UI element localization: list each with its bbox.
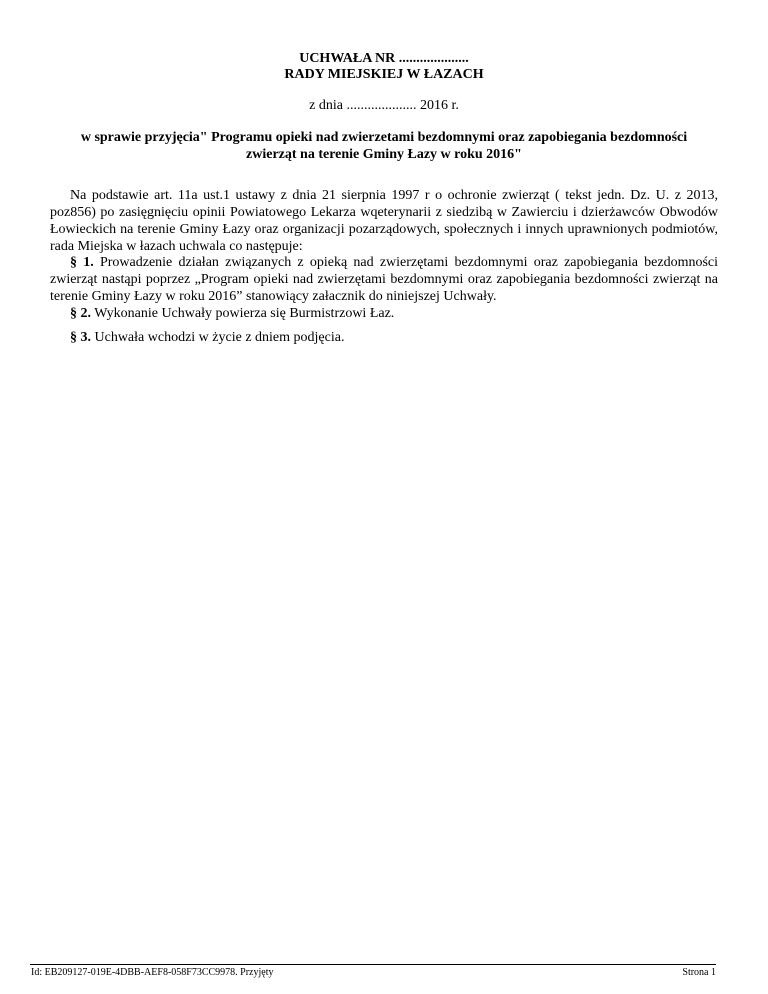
paragraph-3 [50, 329, 718, 346]
paragraph-1 [50, 254, 718, 305]
paragraph-3-text: Uchwała wchodzi w życie z dniem podjęcia. [91, 330, 345, 345]
paragraph-2-label: § 2. [70, 306, 91, 321]
resolution-date: z dnia .................... 2016 r. [309, 98, 459, 113]
footer-divider [30, 964, 716, 965]
resolution-subject: w sprawie przyjęcia" Programu opieki nad zwierzetami bezdomnymi oraz zapobiegania bezdomności zwierząt na terenie Gminy Łazy w roku 2016" [80, 130, 688, 162]
paragraph-2 [50, 305, 718, 322]
legal-basis-preamble: Na podstawie art. 11a ust.1 ustawy z dnia 21 sierpnia 1997 r o ochronie zwierząt ( tekst jedn. Dz. U. z 2013, poz856) po zasięgnięciu opinii Powiatowego Lekarza wqeterynarii z siedzibą w Zawierciu i dzierżawców Obwodów Łowieckich na terenie Gminy Łazy oraz organizacji pozarządowych, społecznych i innych uprawnionych podmiotów, rada Miejska w łazach uchwala co następuje: [50, 188, 718, 254]
council-name: RADY MIEJSKIEJ W ŁAZACH [284, 67, 484, 82]
footer-document-id: Id: EB209127-019E-4DBB-AEF8-058F73CC9978. Przyjęty [31, 967, 274, 978]
paragraph-1-label: § 1. [70, 255, 94, 270]
paragraph-2-text: Wykonanie Uchwały powierza się Burmistrzowi Łaz. [91, 306, 395, 321]
resolution-title: UCHWAŁA NR .................... [299, 51, 469, 66]
paragraph-3-label: § 3. [70, 330, 91, 345]
footer-page-number: Strona 1 [682, 967, 716, 978]
paragraph-1-text: Prowadzenie działan związanych z opieką nad zwierzętami bezdomnymi oraz zapobiegania bezdomności zwierząt nastąpi poprzez „Program opieki nad zwierzętami bezdomnymi oraz zapobiegania bezdomności zwierząt na terenie Gminy Łazy w roku 2016” stanowiący załacznik do niniejszej Uchwały. [50, 255, 719, 304]
